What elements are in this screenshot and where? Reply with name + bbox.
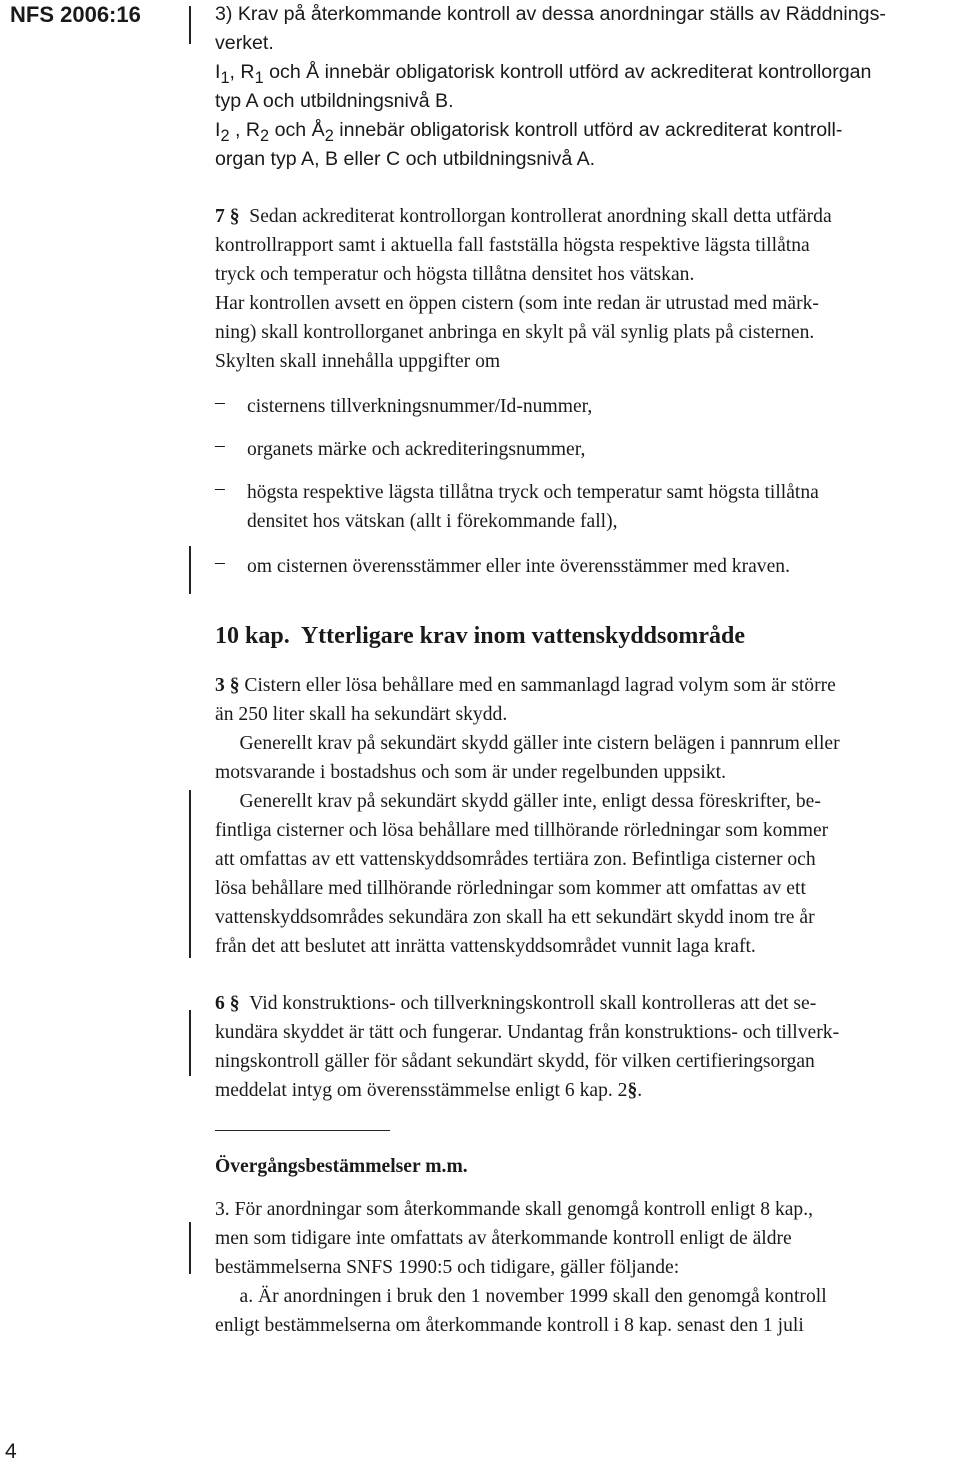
paragraph-line: men som tidigare inte omfattats av återkommande kontroll enligt de äldre (215, 1228, 792, 1249)
chapter-title: Ytterligare krav inom vattenskyddsområde (300, 623, 745, 649)
footnote-line: $I_1$, $R_1$ och Å innebär obligatorisk kontroll utförd av ackrediterat kontrollorgan (215, 61, 872, 87)
list-item: cisternens tillverkningsnummer/Id-nummer, (247, 396, 593, 417)
paragraph-line: lösa behållare med tillhörande rörledningar som kommer att omfattas av ett (215, 878, 806, 899)
paragraph-line: Generellt krav på sekundärt skydd gäller inte, enligt dessa föreskrifter, be- (239, 791, 821, 812)
change-bar (189, 546, 191, 594)
separator-rule (215, 1130, 390, 1131)
footnote-line: typ A och utbildningsnivå B. (215, 90, 454, 112)
section-sign: § (627, 1080, 638, 1101)
chapter-heading (215, 622, 745, 651)
change-bar (189, 6, 191, 44)
list-bullet: – (215, 552, 225, 573)
paragraph-line: tryck och temperatur och högsta tillåtna densitet hos vätskan. (215, 264, 695, 285)
paragraph-line: 7 § Sedan ackrediterat kontrollorgan kontrollerat anordning skall detta utfärda (215, 206, 832, 227)
list-bullet: – (215, 478, 225, 499)
paragraph-line: kundära skyddet är tätt och fungerar. Undantag från konstruktions- och tillverk- (215, 1022, 840, 1043)
change-bar (189, 1010, 191, 1076)
list-bullet: – (215, 435, 225, 456)
paragraph-line: Generellt krav på sekundärt skydd gäller inte cistern belägen i pannrum eller (239, 733, 840, 754)
paragraph-line: 6 § Vid konstruktions- och tillverkningskontroll skall kontrolleras att det se- (215, 993, 817, 1014)
change-bar (189, 1222, 191, 1274)
change-bar (189, 790, 191, 958)
page-number: 4 (5, 1440, 17, 1463)
paragraph-line: ningskontroll gäller för sådant sekundärt skydd, för vilken certifieringsorgan (215, 1051, 815, 1072)
section-number: 6 (215, 993, 225, 1014)
paragraph-line: ning) skall kontrollorganet anbringa en skylt på väl synlig plats på cisternen. (215, 322, 815, 343)
transition-heading: Övergångsbestämmelser m.m. (215, 1156, 468, 1177)
footnote-line: 3) Krav på återkommande kontroll av dessa anordningar ställs av Räddnings- (215, 3, 886, 25)
list-bullet: – (215, 392, 225, 413)
section-sign: § (229, 206, 240, 227)
paragraph-line: fintliga cisterner och lösa behållare med tillhörande rörledningar som kommer (215, 820, 829, 841)
document-header: NFS 2006:16 (10, 2, 141, 27)
list-item: om cisternen överensstämmer eller inte överensstämmer med kraven. (247, 556, 790, 577)
section-number: 3 (215, 675, 225, 696)
footnote-line: verket. (215, 32, 274, 54)
section-number: 7 (215, 206, 225, 227)
paragraph-line: vattenskyddsområdes sekundära zon skall ha ett sekundärt skydd inom tre år (215, 907, 815, 928)
paragraph-line: a. Är anordningen i bruk den 1 november 1999 skall den genomgå kontroll (239, 1286, 827, 1307)
chapter-number: 10 kap. (215, 623, 290, 649)
paragraph-line: än 250 liter skall ha sekundärt skydd. (215, 704, 508, 725)
footnote-line: organ typ A, B eller C och utbildningsnivå A. (215, 148, 596, 170)
paragraph-line: enligt bestämmelserna om återkommande kontroll i 8 kap. senast den 1 juli (215, 1315, 804, 1336)
section-sign: § (229, 675, 240, 696)
footnote-line: $I_2$ , $R_2$ och $Å_2$ innebär obligatorisk kontroll utförd av ackrediterat kontroll- (215, 119, 843, 145)
list-item: organets märke och ackrediteringsnummer, (247, 439, 586, 460)
paragraph-line: Skylten skall innehålla uppgifter om (215, 351, 501, 372)
paragraph-line: motsvarande i bostadshus och som är under regelbunden uppsikt. (215, 762, 726, 783)
paragraph-line: 3 § Cistern eller lösa behållare med en sammanlagd lagrad volym som är större (215, 675, 836, 696)
paragraph-line: bestämmelserna SNFS 1990:5 och tidigare, gäller följande: (215, 1257, 680, 1278)
list-item: högsta respektive lägsta tillåtna tryck och temperatur samt högsta tillåtna (247, 482, 819, 503)
paragraph-line: Har kontrollen avsett en öppen cistern (som inte redan är utrustad med märk- (215, 293, 819, 314)
list-item: densitet hos vätskan (allt i förekommande fall), (247, 511, 618, 532)
section-sign: § (229, 993, 240, 1014)
paragraph-line: att omfattas av ett vattenskyddsområdes tertiära zon. Befintliga cisterner och (215, 849, 816, 870)
paragraph-line: meddelat intyg om överensstämmelse enligt 6 kap. 2§. (215, 1080, 643, 1101)
paragraph-line: från det att beslutet att inrätta vattenskyddsområdet vunnit laga kraft. (215, 936, 756, 957)
paragraph-line: 3. För anordningar som återkommande skall genomgå kontroll enligt 8 kap., (215, 1199, 814, 1220)
paragraph-line: kontrollrapport samt i aktuella fall fastställa högsta respektive lägsta tillåtna (215, 235, 810, 256)
